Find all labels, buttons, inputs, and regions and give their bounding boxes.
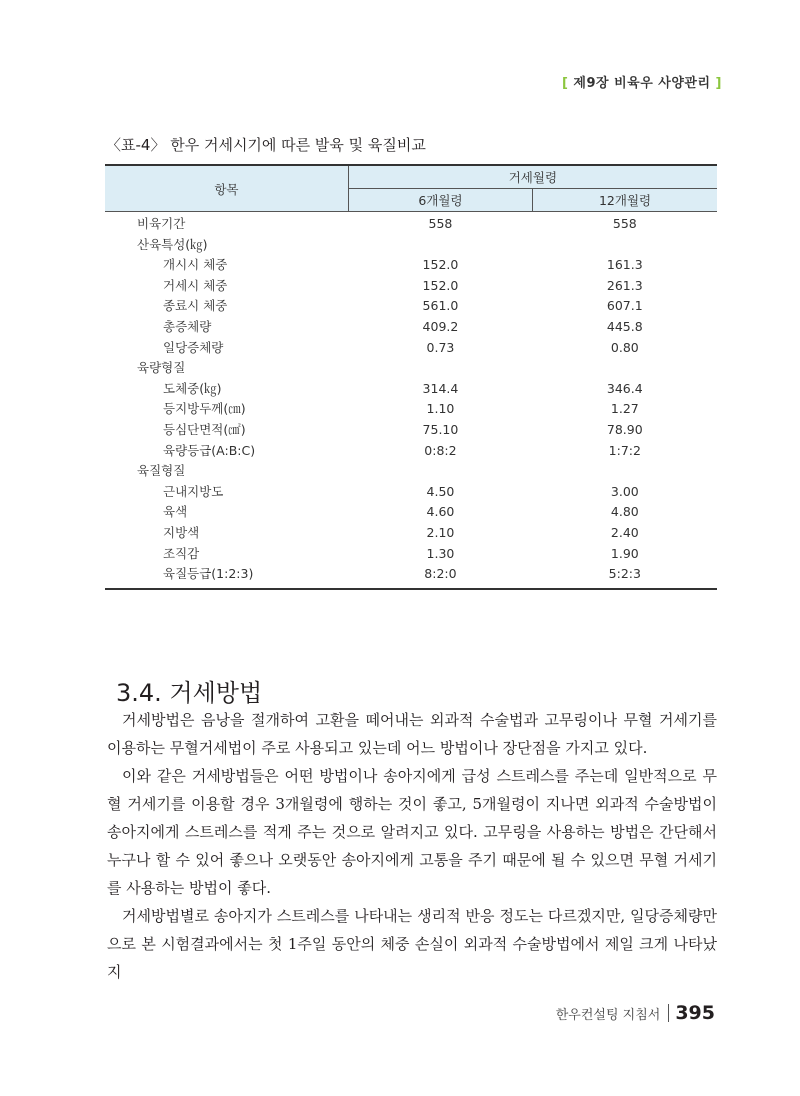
value-12-months: 607.1: [606, 298, 643, 314]
paragraph: 거세방법은 음낭을 절개하여 고환을 떼어내는 외과적 수술법과 고무링이나 무혈 거세기를 이용하는 무혈거세법이 주로 사용되고 있는데 어느 방법이나 장단점을 가지고 있다.: [107, 711, 717, 757]
row-label: 일당증체량: [163, 339, 224, 355]
table-row: [105, 255, 717, 276]
row-label: 등심단면적(㎠): [163, 421, 246, 437]
row-label: 비육기간: [137, 216, 186, 231]
table-row: [105, 338, 717, 359]
table-row: [105, 212, 717, 235]
row-label: 조직감: [163, 545, 200, 561]
row-label: 개시시 체중: [163, 257, 228, 273]
value-6-months: 558: [428, 216, 453, 231]
paragraph: 이와 같은 거세방법들은 어떤 방법이나 송아지에게 급성 스트레스를 주는데 일반적으로 무혈 거세기를 이용할 경우 3개월령에 행하는 것이 좋고, 5개월령이 지나면 외과적 수술방법이 송아지에게 스트레스를 적게 주는 것으로 알려지고 있다. 고무링을 사용하는 방법은 간단해서 누구나 할 수 있어 좋으나 오랫동안 송아지에게 고통을 주기 때문에 될 수 있으면 무혈 거세기를 사용하는 방법이 좋다.: [107, 767, 717, 897]
header-6-months: 6개월령: [348, 189, 532, 212]
body-text: [107, 706, 717, 986]
table-row: [105, 235, 717, 256]
value-12-months: [533, 235, 717, 256]
table-body: [105, 212, 717, 589]
value-12-months: 558: [612, 216, 637, 231]
row-label: 근내지방도: [163, 483, 224, 499]
value-6-months: 314.4: [422, 380, 459, 396]
row-label: 지방색: [163, 524, 200, 540]
table-row: [105, 441, 717, 462]
value-12-months: 1.90: [610, 545, 639, 561]
value-12-months: 4.80: [610, 504, 639, 520]
value-6-months: 75.10: [422, 421, 459, 437]
value-6-months: [348, 358, 532, 379]
value-6-months: 1.30: [426, 545, 455, 561]
value-12-months: 78.90: [606, 421, 643, 437]
table-row: [105, 296, 717, 317]
header-item: 항목: [105, 165, 348, 212]
row-label: 육질등급(1:2:3): [105, 564, 348, 589]
table-row: [105, 502, 717, 523]
value-6-months: 0.73: [426, 339, 455, 355]
table-row: [105, 461, 717, 482]
table-row: [105, 523, 717, 544]
table-row: [105, 399, 717, 420]
value-6-months: [348, 461, 532, 482]
value-6-months: 152.0: [422, 257, 459, 273]
section-title: 3.4. 거세방법: [116, 678, 263, 707]
value-12-months: 1.27: [610, 401, 639, 417]
bracket-right: ]: [710, 76, 722, 91]
row-label: 등지방두께(㎝): [163, 401, 246, 417]
page-footer: [556, 1002, 715, 1024]
row-label: 종료시 체중: [163, 298, 228, 314]
value-12-months: 3.00: [610, 483, 639, 499]
row-label: 육색: [163, 504, 188, 520]
value-12-months: 346.4: [606, 380, 643, 396]
table-row: [105, 482, 717, 503]
row-label: 거세시 체중: [163, 277, 228, 293]
header-castration-age: 거세월령: [348, 165, 717, 189]
value-12-months: [533, 461, 717, 482]
value-6-months: 152.0: [422, 277, 459, 293]
value-6-months: 561.0: [422, 298, 459, 314]
table-row: [105, 564, 717, 589]
value-6-months: 1.10: [426, 401, 455, 417]
paragraph: 거세방법별로 송아지가 스트레스를 나타내는 생리적 반응 정도는 다르겠지만, 일당증체량만으로 본 시험결과에서는 첫 1주일 동안의 체중 손실이 외과적 수술방법에서 제일 크게 나타났지: [107, 907, 717, 981]
value-12-months: 261.3: [606, 277, 643, 293]
page-number: 395: [675, 1002, 715, 1024]
value-12-months: 445.8: [606, 318, 643, 334]
row-label: 육량등급(A:B:C): [163, 442, 256, 458]
value-6-months: 4.50: [426, 483, 455, 499]
table-caption: 〈표-4〉 한우 거세시기에 따른 발육 및 육질비교: [106, 136, 426, 154]
table-row: [105, 544, 717, 565]
table-row: [105, 420, 717, 441]
row-label: 육질형질: [137, 463, 186, 479]
bracket-left: [: [561, 76, 574, 91]
chapter-header: [562, 72, 722, 91]
value-6-months: [348, 235, 532, 256]
row-label: 도체중(㎏): [163, 380, 222, 396]
row-label: 육량형질: [137, 360, 186, 376]
value-12-months: 1:7:2: [608, 442, 641, 458]
table-row: [105, 317, 717, 338]
value-6-months: 2.10: [426, 524, 455, 540]
header-12-months: 12개월령: [533, 189, 717, 212]
value-12-months: 161.3: [606, 257, 643, 273]
value-6-months: 0:8:2: [424, 442, 457, 458]
table-row: [105, 358, 717, 379]
row-label: 총증체량: [163, 318, 212, 334]
book-title: 한우컨설팅 지침서: [555, 1007, 661, 1023]
value-12-months: 5:2:3: [533, 564, 717, 589]
value-6-months: 409.2: [422, 318, 459, 334]
table-row: [105, 379, 717, 400]
chapter-title: 제9장 비육우 사양관리: [573, 76, 711, 91]
row-label: 산육특성(㎏): [137, 236, 208, 252]
footer-divider: [668, 1004, 669, 1022]
value-12-months: 0.80: [610, 339, 639, 355]
value-12-months: [533, 358, 717, 379]
table-row: [105, 276, 717, 297]
value-6-months: 4.60: [426, 504, 455, 520]
value-6-months: 8:2:0: [348, 564, 532, 589]
comparison-table: [105, 164, 717, 590]
value-12-months: 2.40: [610, 524, 639, 540]
